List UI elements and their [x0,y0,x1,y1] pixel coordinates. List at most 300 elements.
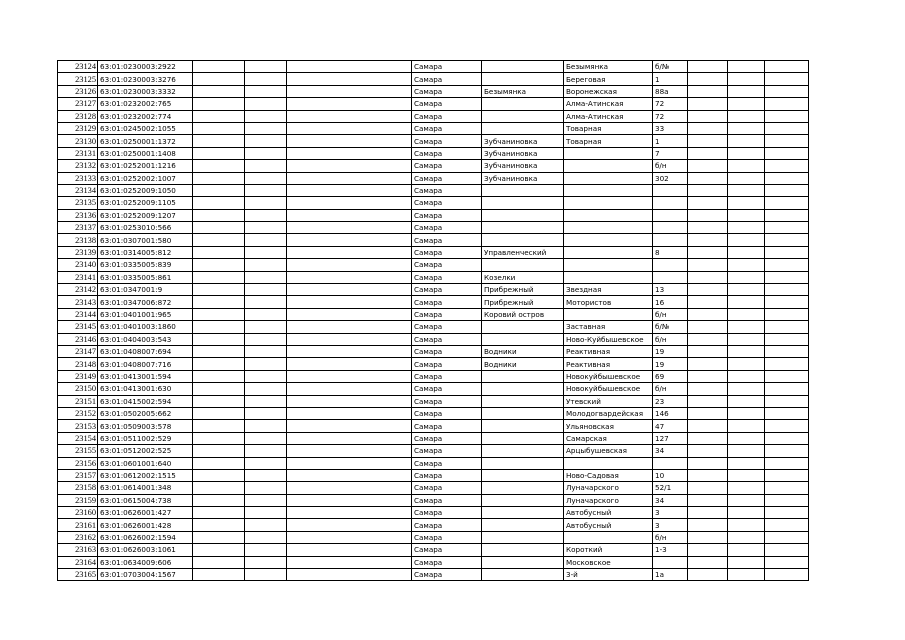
table-cell [287,432,412,444]
table-cell [482,544,564,556]
table-cell: 63:01:0626002:1594 [98,531,193,543]
table-cell: 3 [653,507,688,519]
table-cell: 7 [653,147,688,159]
table-cell: 69 [653,370,688,382]
table-cell: Безымянка [564,61,653,73]
table-cell: 23140 [58,259,98,271]
table-cell: 13 [653,284,688,296]
table-cell: Самара [412,494,482,506]
table-cell [287,197,412,209]
table-cell: Автобусный [564,519,653,531]
table-cell: 23132 [58,160,98,172]
table-cell [728,469,765,481]
table-cell [688,482,728,494]
table-cell: 23164 [58,556,98,568]
table-cell: Самара [412,407,482,419]
table-cell [287,73,412,85]
table-cell [245,296,287,308]
table-cell [482,333,564,345]
table-cell [245,197,287,209]
table-cell: 23158 [58,482,98,494]
table-cell [728,445,765,457]
table-cell: Ново-Куйбышевское [564,333,653,345]
table-cell: Самара [412,135,482,147]
table-cell [193,383,245,395]
table-cell [245,246,287,258]
table-cell [688,259,728,271]
table-cell [287,98,412,110]
table-cell: 10 [653,469,688,481]
table-cell [688,358,728,370]
table-cell: 63:01:0703004:1567 [98,569,193,581]
table-cell: 72 [653,98,688,110]
table-cell [688,420,728,432]
table-cell [193,308,245,320]
table-cell: Реактивная [564,345,653,357]
table-cell [728,432,765,444]
table-cell [688,407,728,419]
table-cell [564,172,653,184]
table-cell [728,321,765,333]
table-cell: 63:01:0347001:9 [98,284,193,296]
table-cell: Зубчаниновка [482,135,564,147]
table-cell [287,234,412,246]
table-cell [287,494,412,506]
table-cell: Самара [412,308,482,320]
table-cell [482,197,564,209]
table-cell [245,370,287,382]
table-cell: 63:01:0626003:1061 [98,544,193,556]
table-cell [688,519,728,531]
table-row [58,135,809,147]
table-cell [287,246,412,258]
table-cell: 63:01:0509003:578 [98,420,193,432]
table-cell: Самара [412,122,482,134]
table-cell [287,308,412,320]
table-cell: Самара [412,271,482,283]
table-cell [653,259,688,271]
table-cell: б/н [653,308,688,320]
table-cell [653,271,688,283]
table-cell [193,234,245,246]
table-cell: Козелки [482,271,564,283]
table-cell: 63:01:0511002:529 [98,432,193,444]
table-cell: 23125 [58,73,98,85]
table-row [58,420,809,432]
table-cell: Самара [412,445,482,457]
table-cell: 23152 [58,407,98,419]
table-cell [653,234,688,246]
table-cell [688,110,728,122]
table-cell: Самара [412,544,482,556]
table-row [58,246,809,258]
table-cell [287,395,412,407]
table-cell [193,469,245,481]
table-cell [728,519,765,531]
table-cell [728,147,765,159]
table-cell [245,494,287,506]
table-cell: 34 [653,445,688,457]
table-cell [765,271,809,283]
table-cell: 23148 [58,358,98,370]
table-cell: 63:01:0252001:1216 [98,160,193,172]
table-cell: 63:01:0335005:839 [98,259,193,271]
table-cell [193,122,245,134]
table-cell: Товарная [564,135,653,147]
table-cell [765,122,809,134]
table-cell [765,395,809,407]
table-cell [765,420,809,432]
table-cell [245,122,287,134]
table-cell: 63:01:0401001:965 [98,308,193,320]
table-cell [728,271,765,283]
table-cell [688,61,728,73]
table-cell [728,544,765,556]
table-cell [245,432,287,444]
table-cell: 23141 [58,271,98,283]
table-cell [245,507,287,519]
table-cell [482,569,564,581]
table-cell: 19 [653,345,688,357]
table-cell [688,209,728,221]
table-cell [688,234,728,246]
table-cell: Самара [412,531,482,543]
table-cell: 34 [653,494,688,506]
table-cell [287,321,412,333]
table-cell [193,147,245,159]
table-cell [193,160,245,172]
table-cell [688,457,728,469]
table-cell [245,395,287,407]
table-cell [688,395,728,407]
table-cell [688,197,728,209]
table-cell [765,482,809,494]
table-cell [765,73,809,85]
table-cell [765,110,809,122]
table-cell [765,383,809,395]
table-cell: 23154 [58,432,98,444]
table-cell [765,445,809,457]
table-cell: 23143 [58,296,98,308]
table-cell [482,432,564,444]
table-cell: б/н [653,383,688,395]
table-cell: Самара [412,147,482,159]
table-cell: Короткий [564,544,653,556]
table-row [58,556,809,568]
table-cell [245,556,287,568]
table-cell: 23165 [58,569,98,581]
table-cell [765,407,809,419]
table-cell [765,544,809,556]
table-cell: 23124 [58,61,98,73]
table-cell [193,445,245,457]
table-cell: 23149 [58,370,98,382]
table-row [58,469,809,481]
table-cell [564,160,653,172]
table-cell [287,420,412,432]
table-cell [287,383,412,395]
table-cell [287,259,412,271]
table-cell: 63:01:0252002:1007 [98,172,193,184]
table-cell [688,308,728,320]
table-cell [287,172,412,184]
table-cell [765,147,809,159]
table-cell: 63:01:0413001:630 [98,383,193,395]
table-cell: Самара [412,358,482,370]
table-cell [728,122,765,134]
table-row [58,308,809,320]
table-row [58,432,809,444]
table-cell [245,98,287,110]
table-cell [245,445,287,457]
table-cell [564,308,653,320]
table-cell [765,321,809,333]
table-cell [482,531,564,543]
table-cell [482,122,564,134]
table-cell [193,531,245,543]
table-cell [193,420,245,432]
table-cell: 63:01:0626001:428 [98,519,193,531]
table-cell: 72 [653,110,688,122]
table-cell [688,284,728,296]
table-cell [728,507,765,519]
table-cell [688,531,728,543]
table-cell: 3 [653,519,688,531]
table-cell [193,544,245,556]
table-cell [245,321,287,333]
table-cell: 63:01:0502005:662 [98,407,193,419]
table-cell [245,284,287,296]
table-cell [728,333,765,345]
table-cell: Самара [412,259,482,271]
table-cell [688,333,728,345]
table-cell: 63:01:0252009:1105 [98,197,193,209]
table-cell: 63:01:0415002:594 [98,395,193,407]
table-row [58,222,809,234]
table-cell [482,98,564,110]
table-cell: 63:01:0307001:580 [98,234,193,246]
table-cell: 23129 [58,122,98,134]
table-cell [728,358,765,370]
table-cell: 63:01:0230003:3276 [98,73,193,85]
table-cell [193,457,245,469]
table-cell: 23156 [58,457,98,469]
table-row [58,457,809,469]
table-cell [287,85,412,97]
table-row [58,61,809,73]
table-cell: Прибрежный [482,284,564,296]
table-cell [193,222,245,234]
table-cell [193,395,245,407]
table-cell [287,556,412,568]
table-cell [482,370,564,382]
table-cell [688,569,728,581]
table-cell [193,370,245,382]
table-cell: 63:01:0314005:812 [98,246,193,258]
table-cell: Береговая [564,73,653,85]
table-row [58,395,809,407]
table-cell: Новокуйбышевское [564,383,653,395]
table-row [58,358,809,370]
table-cell [653,184,688,196]
table-cell [728,135,765,147]
table-cell [728,420,765,432]
table-cell [287,469,412,481]
table-cell [287,271,412,283]
table-cell: 63:01:0408007:716 [98,358,193,370]
table-cell [688,222,728,234]
table-row [58,544,809,556]
table-cell [765,556,809,568]
table-cell [245,358,287,370]
table-cell [728,383,765,395]
table-cell: 23139 [58,246,98,258]
table-cell [765,569,809,581]
table-cell [688,507,728,519]
table-body [58,61,809,581]
table-cell: 63:01:0347006:872 [98,296,193,308]
table-cell [287,222,412,234]
table-cell: Самара [412,383,482,395]
table-cell [287,457,412,469]
table-cell: 302 [653,172,688,184]
table-cell: Самара [412,197,482,209]
table-cell [765,308,809,320]
table-cell: Безымянка [482,85,564,97]
table-cell [765,184,809,196]
table-cell [193,85,245,97]
table-cell: Самара [412,98,482,110]
table-row [58,234,809,246]
table-cell: Молодогвардейская [564,407,653,419]
table-cell [287,531,412,543]
table-cell [688,296,728,308]
table-cell [688,271,728,283]
table-cell [564,234,653,246]
table-cell [482,222,564,234]
table-cell [482,395,564,407]
table-row [58,296,809,308]
table-cell [482,259,564,271]
table-cell: 23150 [58,383,98,395]
table-cell: Самара [412,73,482,85]
table-cell: Самара [412,556,482,568]
table-cell: 8 [653,246,688,258]
table-cell [193,61,245,73]
table-cell [728,482,765,494]
table-cell [688,544,728,556]
table-cell: 23144 [58,308,98,320]
table-cell: 23131 [58,147,98,159]
table-cell [728,85,765,97]
table-cell [728,222,765,234]
table-cell [688,184,728,196]
table-cell: 88а [653,85,688,97]
table-cell: Самара [412,222,482,234]
table-cell [287,209,412,221]
table-cell [245,482,287,494]
table-cell [287,61,412,73]
table-row [58,73,809,85]
table-cell: б/н [653,333,688,345]
table-cell [287,147,412,159]
table-cell: Арцыбушевская [564,445,653,457]
table-cell [728,531,765,543]
table-cell [482,209,564,221]
table-cell [245,420,287,432]
table-cell [728,407,765,419]
table-cell [193,432,245,444]
table-cell: Товарная [564,122,653,134]
table-cell [245,234,287,246]
table-row [58,407,809,419]
table-cell: Самара [412,160,482,172]
table-row [58,321,809,333]
table-cell [564,457,653,469]
table-cell [688,85,728,97]
table-cell: 63:01:0634009:606 [98,556,193,568]
table-cell [245,345,287,357]
table-cell [688,160,728,172]
table-cell: Ново-Садовая [564,469,653,481]
table-row [58,172,809,184]
table-cell: Зубчаниновка [482,160,564,172]
table-cell: Самара [412,420,482,432]
table-cell [765,531,809,543]
table-cell: Самара [412,321,482,333]
table-cell [482,445,564,457]
table-cell [728,246,765,258]
table-cell [765,432,809,444]
table-cell: 63:01:0230003:2922 [98,61,193,73]
table-cell [287,110,412,122]
table-cell: Прибрежный [482,296,564,308]
table-cell [482,457,564,469]
table-cell: 146 [653,407,688,419]
table-cell [482,110,564,122]
table-cell: 23130 [58,135,98,147]
table-row [58,519,809,531]
table-cell: 23137 [58,222,98,234]
table-cell [564,259,653,271]
table-cell [287,407,412,419]
table-cell [564,147,653,159]
table-cell [245,184,287,196]
table-cell: 63:01:0601001:640 [98,457,193,469]
table-cell: 23146 [58,333,98,345]
table-cell [287,135,412,147]
table-cell [245,222,287,234]
table-cell [728,172,765,184]
table-cell: 63:01:0614001:348 [98,482,193,494]
table-cell [287,333,412,345]
table-cell [765,61,809,73]
table-cell [688,135,728,147]
table-cell [193,345,245,357]
table-cell: Самара [412,519,482,531]
table-cell: 23135 [58,197,98,209]
table-cell: 63:01:0413001:594 [98,370,193,382]
table-cell: 23142 [58,284,98,296]
table-cell [688,345,728,357]
table-cell: 1 [653,135,688,147]
table-cell [245,407,287,419]
table-cell [688,147,728,159]
table-cell [193,569,245,581]
table-cell [287,284,412,296]
table-cell [728,160,765,172]
table-cell: Самарская [564,432,653,444]
